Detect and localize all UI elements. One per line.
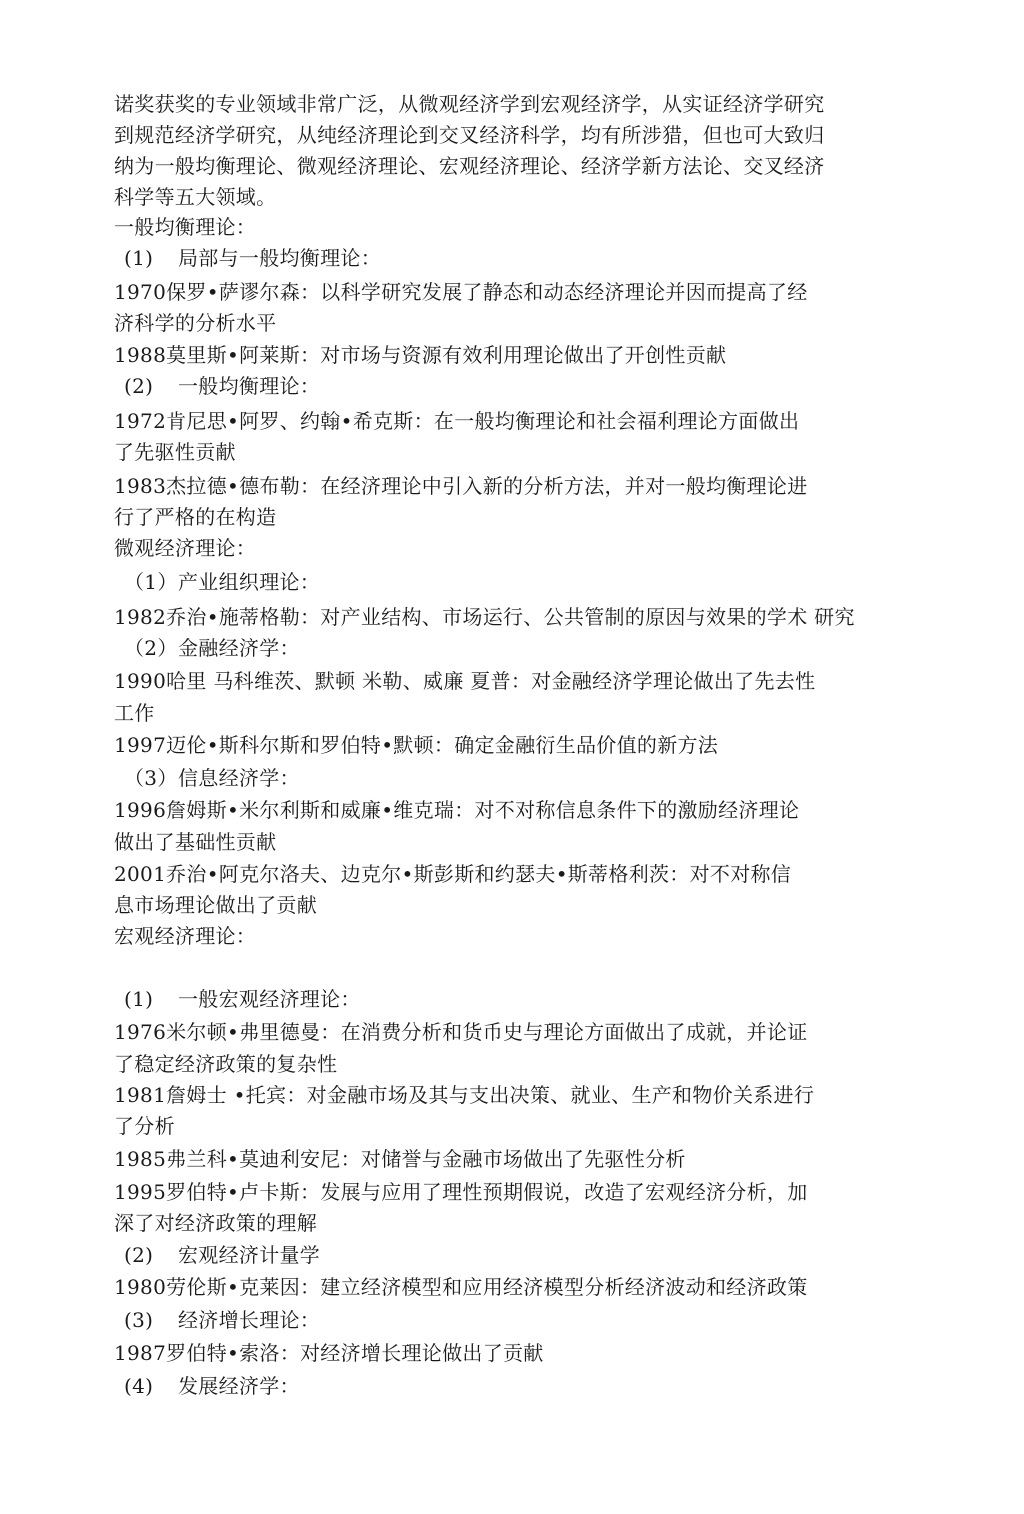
entry-line: 1985弗兰科•莫迪利安尼：对储誉与金融市场做出了先驱性分析 [114, 1147, 686, 1171]
entry-line: 1996詹姆斯•米尔利斯和威廉•维克瑞：对不对称信息条件下的激励经济理论 [114, 798, 800, 822]
subsection-heading [124, 242, 381, 274]
subsection-title: 一般宏观经济理论： [178, 987, 361, 1011]
subsection-title: 金融经济学： [178, 636, 300, 660]
subsection-heading [124, 1239, 320, 1271]
entry-line: 1995罗伯特•卢卡斯：发展与应用了理性预期假说，改造了宏观经济分析，加 [114, 1180, 808, 1204]
entry-line: 了稳定经济政策的复杂性 [114, 1052, 338, 1076]
entry-line: 1981詹姆士 •托宾：对金融市场及其与支出决策、就业、生产和物价关系进行 [114, 1083, 815, 1107]
subsection-number: （2） [124, 636, 178, 660]
entry-line: 深了对经济政策的理解 [114, 1211, 317, 1235]
entry-line: 1976米尔顿•弗里德曼：在消费分析和货币史与理论方面做出了成就，并论证 [114, 1020, 808, 1044]
entry-line: 1972肯尼思•阿罗、约翰•希克斯：在一般均衡理论和社会福利理论方面做出 [114, 409, 800, 433]
subsection-title: 信息经济学： [178, 766, 300, 790]
subsection-title: 宏观经济计量学 [178, 1243, 321, 1267]
entry-line: 行了严格的在构造 [114, 505, 277, 529]
section-heading: 微观经济理论： [114, 536, 257, 560]
subsection-number: (2) [124, 1243, 154, 1267]
subsection-number: (1) [124, 246, 154, 270]
subsection-heading [124, 1370, 300, 1402]
entry-line: 做出了基础性贡献 [114, 830, 277, 854]
entry-line: 济科学的分析水平 [114, 311, 277, 335]
entry-line: 1982乔治•施蒂格勒：对产业结构、市场运行、公共管制的原因与效果的学术 研究 [114, 605, 855, 629]
subsection-title: 产业组织理论： [178, 570, 321, 594]
subsection-heading [124, 370, 320, 402]
subsection-heading [124, 632, 300, 664]
subsection-title: 发展经济学： [178, 1374, 300, 1398]
entry-line: 1990哈里 马科维茨、默顿 米勒、威廉 夏普：对金融经济学理论做出了先去性 [114, 669, 816, 693]
subsection-heading [124, 566, 320, 598]
entry-line: 了先驱性贡献 [114, 440, 236, 464]
entry-line: 1988莫里斯•阿莱斯：对市场与资源有效利用理论做出了开创性贡献 [114, 343, 727, 367]
entry-line: 1983杰拉德•德布勒：在经济理论中引入新的分析方法，并对一般均衡理论进 [114, 474, 808, 498]
entry-line: 息市场理论做出了贡献 [114, 893, 317, 917]
entry-line: 1980劳伦斯•克莱因：建立经济模型和应用经济模型分析经济波动和经济政策 [114, 1275, 808, 1299]
entry-line: 1997迈伦•斯科尔斯和罗伯特•默顿：确定金融衍生品价值的新方法 [114, 733, 719, 757]
intro-line: 到规范经济学研究，从纯经济理论到交叉经济科学，均有所涉猎，但也可大致归 [114, 123, 825, 147]
subsection-number: （3） [124, 766, 178, 790]
entry-line: 2001乔治•阿克尔洛夫、边克尔•斯彭斯和约瑟夫•斯蒂格利茨：对不对称信 [114, 862, 792, 886]
subsection-title: 局部与一般均衡理论： [178, 246, 381, 270]
subsection-number: （1） [124, 570, 178, 594]
entry-line: 了分析 [114, 1114, 175, 1138]
entry-line: 工作 [114, 701, 155, 725]
subsection-title: 经济增长理论： [178, 1308, 321, 1332]
subsection-title: 一般均衡理论： [178, 374, 321, 398]
subsection-number: (2) [124, 374, 154, 398]
intro-line: 诺奖获奖的专业领域非常广泛，从微观经济学到宏观经济学，从实证经济学研究 [114, 92, 825, 116]
subsection-heading [124, 762, 300, 794]
intro-line: 纳为一般均衡理论、微观经济理论、宏观经济理论、经济学新方法论、交叉经济 [114, 154, 825, 178]
subsection-number: (3) [124, 1308, 154, 1332]
subsection-number: (1) [124, 987, 154, 1011]
subsection-number: (4) [124, 1374, 154, 1398]
entry-line: 1970保罗•萨谬尔森：以科学研究发展了静态和动态经济理论并因而提高了经 [114, 280, 808, 304]
intro-line: 科学等五大领域。 [114, 185, 277, 209]
section-heading: 一般均衡理论： [114, 215, 257, 239]
entry-line: 1987罗伯特•索洛：对经济增长理论做出了贡献 [114, 1341, 544, 1365]
subsection-heading [124, 1304, 320, 1336]
section-heading: 宏观经济理论： [114, 924, 257, 948]
subsection-heading [124, 983, 361, 1015]
